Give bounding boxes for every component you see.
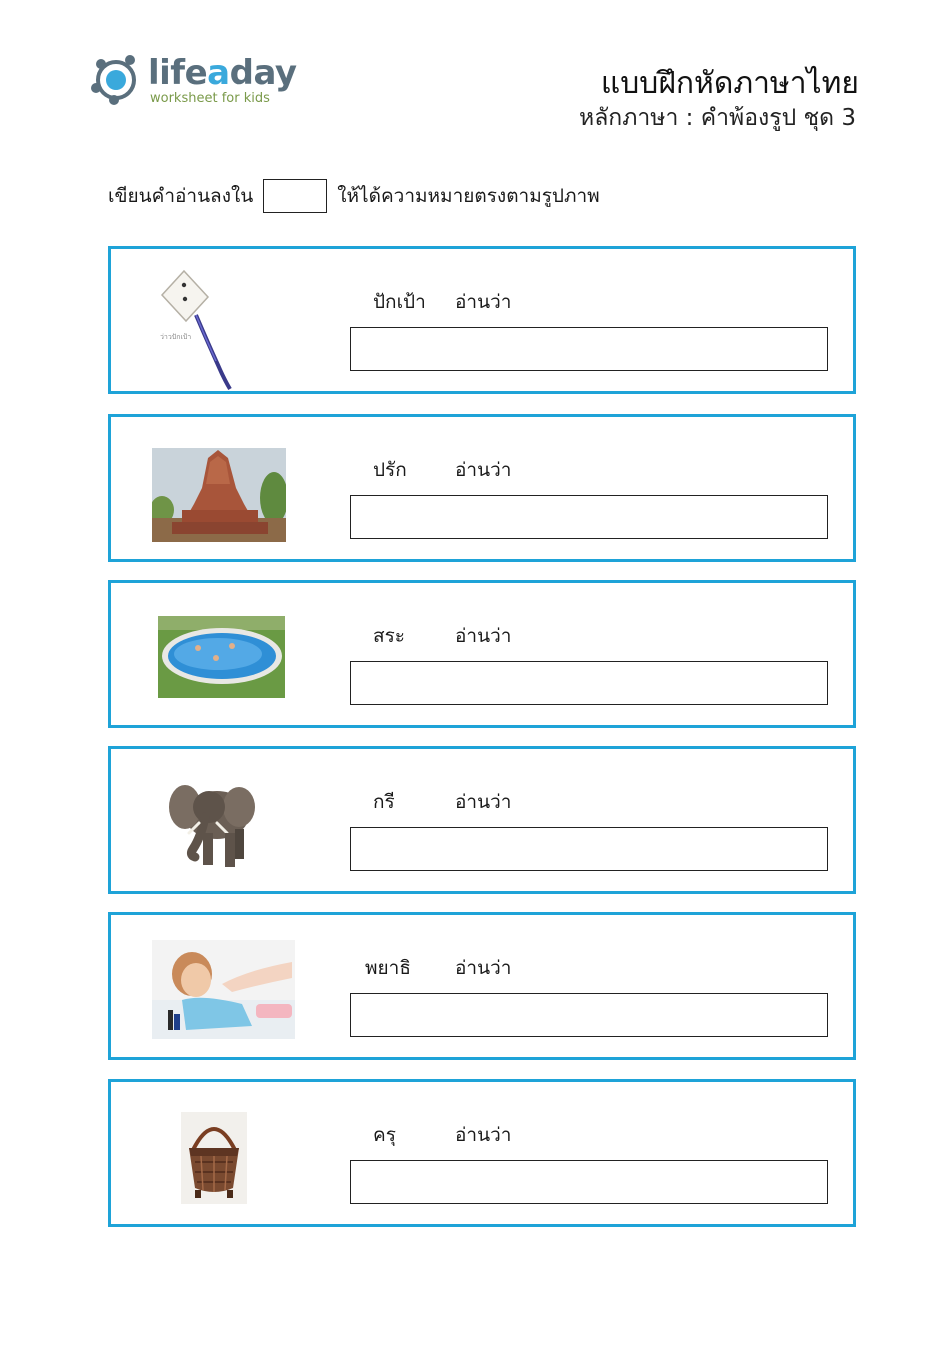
exercise-word: ครุ xyxy=(373,1124,396,1146)
exercise-card-2 xyxy=(108,414,856,562)
basket-icon xyxy=(181,1112,247,1204)
instruction-text-before: เขียนคำอ่านลงใน xyxy=(108,185,254,207)
answer-box[interactable] xyxy=(350,1160,828,1204)
reads-as-label: อ่านว่า xyxy=(455,625,512,647)
reads-as-label: อ่านว่า xyxy=(455,291,512,313)
answer-box[interactable] xyxy=(350,495,828,539)
answer-box[interactable] xyxy=(350,327,828,371)
answer-box[interactable] xyxy=(350,993,828,1037)
exercise-word: พยาธิ xyxy=(365,957,411,979)
logo-tagline: worksheet for kids xyxy=(150,91,270,106)
pool-icon xyxy=(158,616,285,698)
lifeaday-logo xyxy=(90,50,310,110)
ruins-icon xyxy=(152,448,286,542)
page-subtitle: หลักภาษา : คำพ้องรูป ชุด 3 xyxy=(579,105,856,131)
exercise-word: สระ xyxy=(373,625,406,647)
answer-box[interactable] xyxy=(350,661,828,705)
exercise-card-4 xyxy=(108,746,856,894)
reads-as-label: อ่านว่า xyxy=(455,957,512,979)
exercise-card-3 xyxy=(108,580,856,728)
answer-box[interactable] xyxy=(350,827,828,871)
reads-as-label: อ่านว่า xyxy=(455,1124,512,1146)
instruction-example-box xyxy=(263,179,327,213)
logo-mark-icon xyxy=(90,52,144,106)
reads-as-label: อ่านว่า xyxy=(455,459,512,481)
kite-icon xyxy=(156,269,236,393)
exercise-word: ปรัก xyxy=(373,459,407,481)
instruction xyxy=(108,178,600,214)
kite-caption: ว่าวปักเป้า xyxy=(160,333,192,341)
exercise-card-6 xyxy=(108,1079,856,1227)
page-title: แบบฝึกหัดภาษาไทย xyxy=(600,66,859,101)
logo-wordmark: lifeaday xyxy=(148,53,297,93)
exercise-card-1 xyxy=(108,246,856,394)
instruction-text-after: ให้ได้ความหมายตรงตามรูปภาพ xyxy=(337,185,600,207)
exercise-card-5 xyxy=(108,912,856,1060)
exercise-word: กรี xyxy=(373,791,395,813)
exercise-word: ปักเป้า xyxy=(373,291,426,313)
reads-as-label: อ่านว่า xyxy=(455,791,512,813)
sick-child-icon xyxy=(152,940,295,1039)
elephant-icon xyxy=(165,777,257,871)
